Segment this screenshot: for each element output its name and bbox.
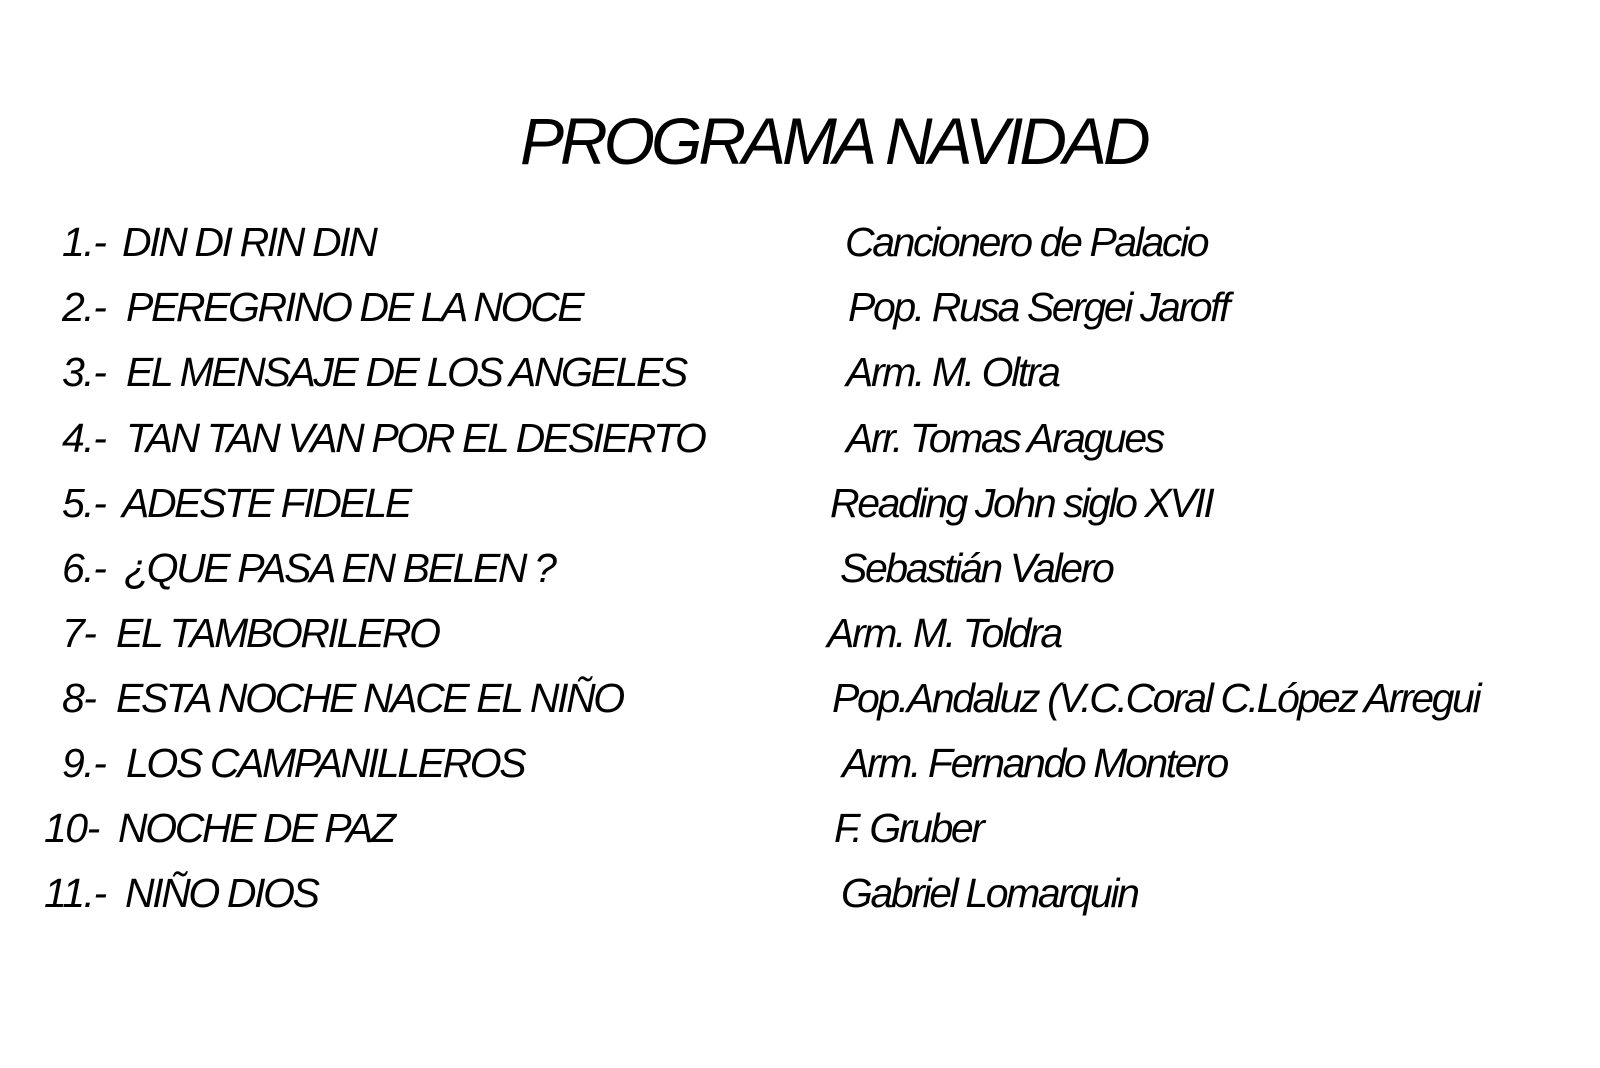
program-title: PROGRAMA NAVIDAD bbox=[520, 104, 1147, 178]
item-number: 8- bbox=[62, 675, 96, 721]
piece-author: Reading John siglo XVII bbox=[830, 480, 1213, 526]
piece-title: DIN DI RIN DIN bbox=[122, 219, 376, 265]
piece-author: Arm. Fernando Montero bbox=[842, 740, 1227, 786]
piece-title: EL MENSAJE DE LOS ANGELES bbox=[126, 349, 686, 395]
piece-title: PEREGRINO DE LA NOCE bbox=[126, 284, 583, 330]
piece-author: Arm. M. Toldra bbox=[827, 610, 1061, 656]
item-number: 5.- bbox=[62, 480, 106, 526]
piece-title: NIÑO DIOS bbox=[125, 870, 318, 916]
item-number: 7- bbox=[62, 610, 96, 656]
item-number: 3.- bbox=[62, 349, 106, 395]
program-item bbox=[0, 545, 1600, 604]
program-item bbox=[0, 740, 1600, 799]
piece-author: F. Gruber bbox=[834, 805, 983, 851]
item-number: 10- bbox=[44, 805, 99, 851]
piece-author: Cancionero de Palacio bbox=[845, 219, 1208, 265]
piece-author: Pop.Andaluz (V.C.Coral C.López Arregui bbox=[832, 675, 1480, 721]
program-item bbox=[0, 480, 1600, 539]
program-item bbox=[0, 219, 1600, 278]
item-number: 9.- bbox=[62, 740, 106, 786]
piece-author: Arr. Tomas Aragues bbox=[846, 415, 1163, 461]
program-item bbox=[0, 415, 1600, 474]
program-item bbox=[0, 870, 1600, 929]
program-item bbox=[0, 349, 1600, 408]
program-item bbox=[0, 610, 1600, 669]
item-number: 6.- bbox=[62, 545, 106, 591]
piece-author: Sebastián Valero bbox=[840, 545, 1113, 591]
piece-title: EL TAMBORILERO bbox=[116, 610, 439, 656]
piece-title: ESTA NOCHE NACE EL NIÑO bbox=[116, 675, 623, 721]
item-number: 4.- bbox=[62, 415, 106, 461]
item-number: 11.- bbox=[44, 870, 106, 916]
program-item bbox=[0, 675, 1600, 734]
piece-title: ¿QUE PASA EN BELEN ? bbox=[124, 545, 555, 591]
piece-author: Gabriel Lomarquin bbox=[841, 870, 1138, 916]
program-item bbox=[0, 805, 1600, 864]
piece-title: NOCHE DE PAZ bbox=[118, 805, 394, 851]
item-number: 1.- bbox=[62, 219, 106, 265]
piece-author: Arm. M. Oltra bbox=[846, 349, 1059, 395]
item-number: 2.- bbox=[62, 284, 106, 330]
piece-author: Pop. Rusa Sergei Jaroff bbox=[848, 284, 1229, 330]
piece-title: ADESTE FIDELE bbox=[122, 480, 410, 526]
piece-title: LOS CAMPANILLEROS bbox=[126, 740, 525, 786]
piece-title: TAN TAN VAN POR EL DESIERTO bbox=[126, 415, 705, 461]
program-item bbox=[0, 284, 1600, 343]
